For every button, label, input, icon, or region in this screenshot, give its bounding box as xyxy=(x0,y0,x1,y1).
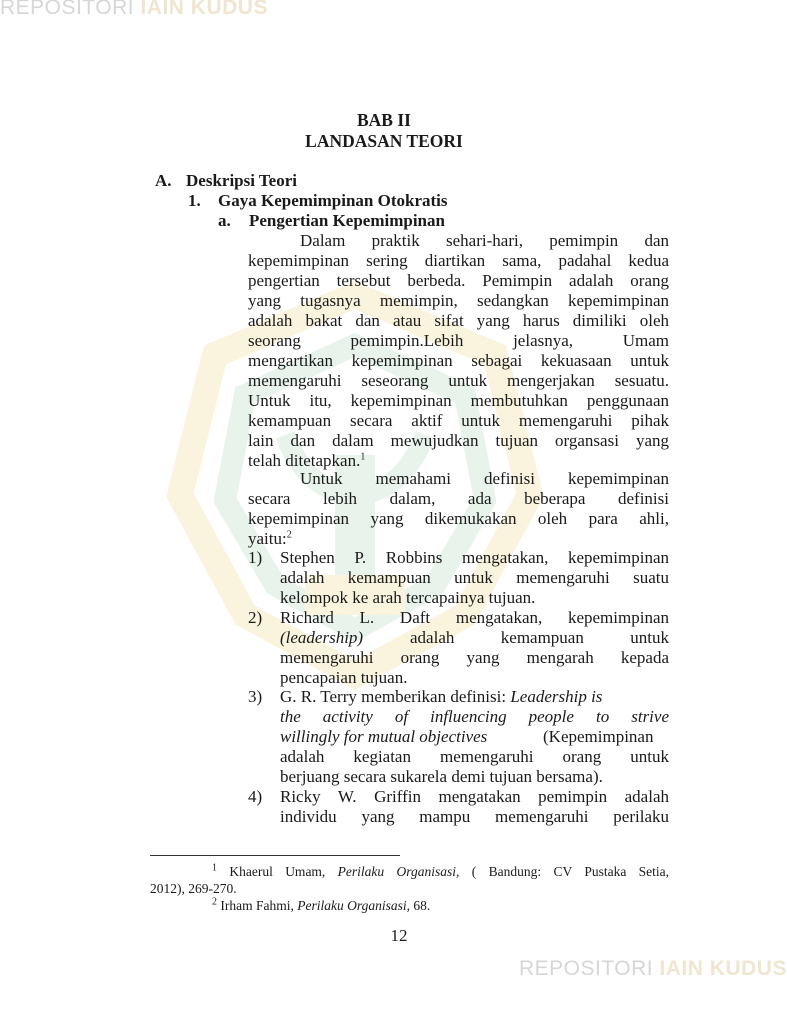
list-line: pencapaian tujuan. xyxy=(280,668,408,687)
paragraph-line: Untuk itu, kepemimpinan membutuhkan penggunaan xyxy=(248,391,669,410)
list-line: Ricky W. Griffin mengatakan pemimpin adalah xyxy=(280,787,669,806)
list-line xyxy=(280,727,487,747)
paragraph-line xyxy=(248,451,365,471)
footnote-publisher: ( Bandung: CV Pustaka Setia, xyxy=(471,864,670,879)
subsection-1-title: Gaya Kepemimpinan Otokratis xyxy=(218,191,448,210)
footnote-line xyxy=(212,863,669,880)
page-number: 12 xyxy=(390,926,408,945)
section-a-marker: A. xyxy=(155,171,172,190)
paragraph-line: Dalam praktik sehari-hari, pemimpin dan xyxy=(300,231,669,250)
paragraph-line: kepemimpinan yang dikemukakan oleh para ahli, xyxy=(248,509,669,528)
paragraph-line-text: yaitu: xyxy=(248,529,287,548)
footnote-page: 68. xyxy=(413,898,431,913)
italic-term: (leadership) xyxy=(280,628,364,647)
paragraph-line-text: telah ditetapkan. xyxy=(248,451,361,470)
footnote-ref-1: 1 xyxy=(360,451,366,463)
footnote-author: Khaerul Umam, xyxy=(229,864,326,879)
watermark-text: REPOSITORI xyxy=(519,957,654,980)
paragraph-line: kemampuan secara aktif untuk memengaruhi pihak xyxy=(248,411,669,430)
footnote-2 xyxy=(212,897,430,914)
chapter-title: LANDASAN TEORI xyxy=(305,131,463,151)
paragraph-line: seorang pemimpin.Lebih jelasnya, Umam xyxy=(248,331,669,350)
paragraph-line: mengartikan kepemimpinan sebagai kekuasaan untuk xyxy=(248,351,669,370)
list-line-text: G. R. Terry memberikan definisi: xyxy=(280,687,507,706)
list-line: berjuang secara sukarela demi tujuan bersama). xyxy=(280,767,603,786)
paragraph-line: adalah bakat dan atau sifat yang harus dimiliki oleh xyxy=(248,311,669,330)
watermark-text: IAIN KUDUS xyxy=(134,0,268,19)
list-marker: 4) xyxy=(248,787,263,806)
subsection-1-marker: 1. xyxy=(188,191,201,210)
list-line: Stephen P. Robbins mengatakan, kepemimpinan xyxy=(280,548,669,567)
list-line: kelompok ke arah tercapainya tujuan. xyxy=(280,588,536,607)
list-marker: 3) xyxy=(248,687,263,706)
paragraph-line: kepemimpinan sering diartikan sama, padahal kedua xyxy=(248,251,669,270)
list-line: adalah kegiatan memengaruhi orang untuk xyxy=(280,747,669,766)
footnote-line: 2012), 269-270. xyxy=(150,881,237,896)
list-line xyxy=(280,687,602,707)
paragraph-line: yang tugasnya memimpin, sedangkan kepemimpinan xyxy=(248,291,669,310)
paragraph-line: pengertian tersebut berbeda. Pemimpin adalah orang xyxy=(248,271,669,290)
repository-watermark-top xyxy=(0,0,268,20)
list-line-italic: the activity of influencing people to strive xyxy=(280,707,669,726)
chapter-label: BAB II xyxy=(357,110,411,130)
list-marker: 2) xyxy=(248,608,263,627)
list-line: adalah kemampuan untuk xyxy=(410,628,669,647)
sub-a-title: Pengertian Kepemimpinan xyxy=(249,211,445,230)
watermark-text: IAIN KUDUS xyxy=(653,957,787,980)
paragraph-line: lain dan dalam mewujudkan tujuan organsasi yang xyxy=(248,431,669,450)
watermark-text: REPOSITORI xyxy=(0,0,135,19)
footnote-title: Perilaku Organisasi, xyxy=(337,864,460,879)
footnote-number: 2 xyxy=(212,896,217,908)
list-line: Richard L. Daft mengatakan, kepemimpinan xyxy=(280,608,669,627)
list-line: individu yang mampu memengaruhi perilaku xyxy=(280,807,669,826)
paragraph-line: Untuk memahami definisi kepemimpinan xyxy=(300,469,669,488)
section-a-title: Deskripsi Teori xyxy=(186,171,297,190)
footnote-number: 1 xyxy=(212,862,217,874)
footnote-ref-2: 2 xyxy=(286,529,292,541)
repository-watermark-bottom xyxy=(519,957,787,981)
footnote-title: Perilaku Organisasi, xyxy=(297,898,410,913)
list-line: memengaruhi orang yang mengarah kepada xyxy=(280,648,669,667)
sub-a-marker: a. xyxy=(218,211,231,230)
list-line: adalah kemampuan untuk memengaruhi suatu xyxy=(280,568,669,587)
italic-term: willingly for mutual objectives xyxy=(280,727,488,746)
list-marker: 1) xyxy=(248,548,263,567)
paragraph-line xyxy=(248,529,292,549)
footnote-author: Irham Fahmi, xyxy=(220,898,294,913)
italic-term: Leadership is xyxy=(510,687,603,706)
footnote-separator xyxy=(150,855,400,856)
list-line xyxy=(280,628,363,648)
paragraph-line: memengaruhi seseorang untuk mengerjakan sesuatu. xyxy=(248,371,669,390)
paragraph-line: secara lebih dalam, ada beberapa definisi xyxy=(248,489,669,508)
list-line-text: (Kepemimpinan xyxy=(543,727,654,746)
